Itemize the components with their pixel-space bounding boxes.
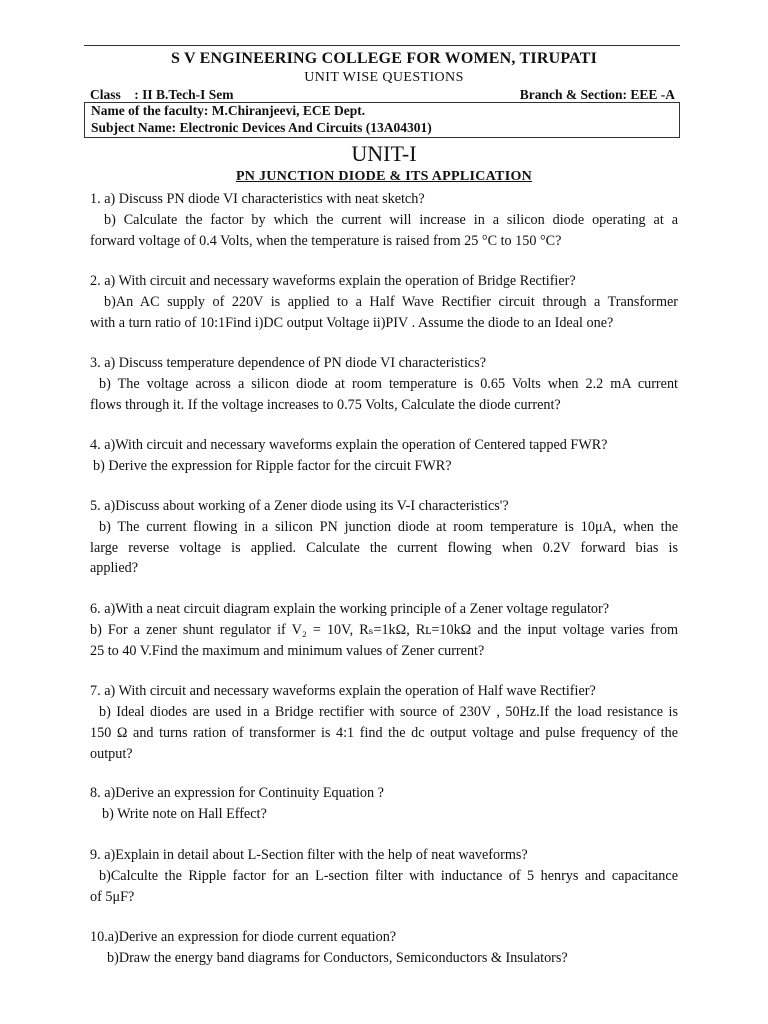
question-line: large reverse voltage is applied. Calculate the current flowing when 0.2V forward bias is [90, 540, 678, 556]
question-line: b) Ideal diodes are used in a Bridge rectifier with source of 230V , 50Hz.If the load resistance is [99, 704, 678, 720]
question-line: 1. a) Discuss PN diode VI characteristics with neat sketch? [90, 191, 425, 207]
question-line: applied? [90, 560, 139, 576]
question-line: 4. a)With circuit and necessary waveforms explain the operation of Centered tapped FWR? [90, 437, 608, 453]
question-line: 2. a) With circuit and necessary waveforms explain the operation of Bridge Rectifier? [90, 273, 576, 289]
question-line: 10.a)Derive an expression for diode current equation? [90, 929, 397, 945]
faculty-name: Name of the faculty: M.Chiranjeevi, ECE Dept. [91, 103, 366, 118]
question-line: 6. a)With a neat circuit diagram explain the working principle of a Zener voltage regulator? [90, 601, 610, 617]
question-line: 7. a) With circuit and necessary waveforms explain the operation of Half wave Rectifier? [90, 683, 596, 699]
class-label: Class : II B.Tech-I Sem [90, 87, 234, 102]
question-line: 8. a)Derive an expression for Continuity Equation ? [90, 785, 384, 801]
class-row [90, 87, 678, 103]
question-line: b) Derive the expression for Ripple factor for the circuit FWR? [93, 458, 452, 474]
question-line: 5. a)Discuss about working of a Zener diode using its V-I characteristics'? [90, 498, 509, 514]
question-line: b)An AC supply of 220V is applied to a Half Wave Rectifier circuit through a Transformer [104, 294, 678, 310]
college-name: S V ENGINEERING COLLEGE FOR WOMEN, TIRUPATI [170, 50, 597, 67]
question-line: b) The current flowing in a silicon PN junction diode at room temperature is 10μA, when the [99, 519, 678, 535]
question-line: 150 Ω and turns ration of transformer is 4:1 find the dc output voltage and pulse frequency of the [90, 725, 678, 741]
question-line: b)Calculte the Ripple factor for an L-section filter with inductance of 5 henrys and capacitance [99, 868, 678, 884]
unit-subtitle: PN JUNCTION DIODE & ITS APPLICATION [235, 169, 533, 184]
question-line: 25 to 40 V.Find the maximum and minimum values of Zener current? [90, 643, 485, 659]
question-line: 9. a)Explain in detail about L-Section filter with the help of neat waveforms? [90, 847, 528, 863]
faculty-subject-box [84, 102, 680, 138]
unit-title: UNIT-I [351, 141, 417, 166]
question-line: b) For a zener shunt regulator if V₂ = 10V, Rₛ=1kΩ, Rʟ=10kΩ and the input voltage varies from [90, 622, 678, 638]
question-line: 3. a) Discuss temperature dependence of PN diode VI characteristics? [90, 355, 487, 371]
branch-label: Branch & Section: EEE -A [519, 87, 675, 102]
question-line: forward voltage of 0.4 Volts, when the temperature is raised from 25 °C to 150 °C? [90, 233, 562, 249]
question-line: of 5μF? [90, 889, 135, 905]
question-line: b) Calculate the factor by which the current will increase in a silicon diode operating at a [104, 212, 678, 228]
question-line: b)Draw the energy band diagrams for Conductors, Semiconductors & Insulators? [107, 950, 568, 966]
document-subtitle: UNIT WISE QUESTIONS [304, 70, 464, 85]
question-line: b) The voltage across a silicon diode at room temperature is 0.65 Volts when 2.2 mA current [99, 376, 678, 392]
question-line: output? [90, 746, 133, 762]
question-line: b) Write note on Hall Effect? [102, 806, 267, 822]
subject-name: Subject Name: Electronic Devices And Circuits (13A04301) [91, 120, 432, 135]
question-line: flows through it. If the voltage increases to 0.75 Volts, Calculate the diode current? [90, 397, 561, 413]
question-line: with a turn ratio of 10:1Find i)DC output Voltage ii)PIV . Assume the diode to an Ideal one? [90, 315, 614, 331]
top-rule [84, 45, 680, 46]
